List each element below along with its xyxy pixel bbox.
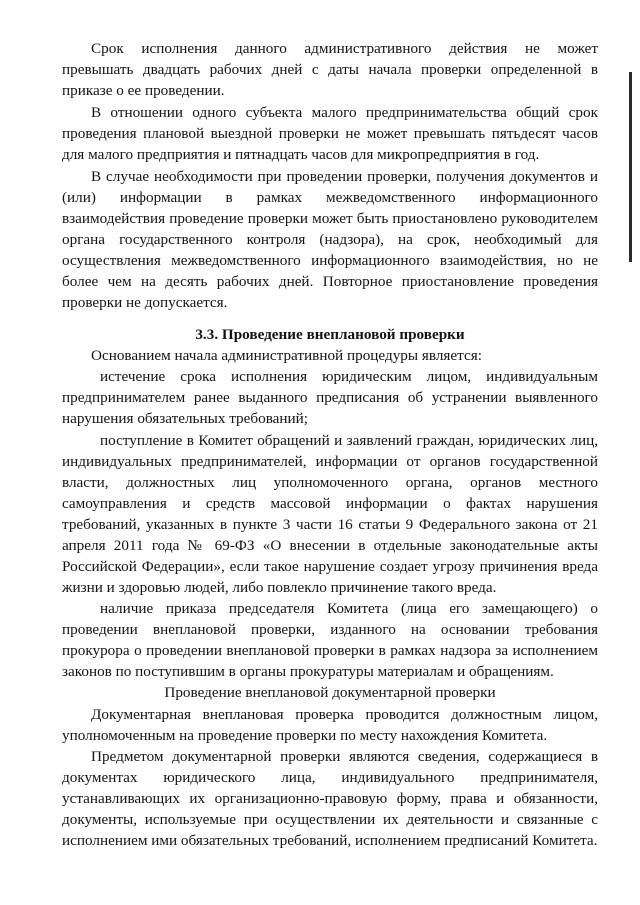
- subsection-paragraph-2-line: документах юридического лица, индивидуального предпринимателя,: [62, 769, 598, 786]
- basis-item-2-line: власти, должностных лиц уполномоченного органа, органов местного: [62, 474, 598, 491]
- basis-item-3-line: наличие приказа председателя Комитета (лица его замещающего) о: [100, 600, 598, 617]
- basis-item-2-line: самоуправления и средств массовой информации о фактах нарушения: [62, 495, 598, 512]
- paragraph-3-line: проверки не допускается.: [62, 294, 228, 311]
- paragraph-1-line: Срок исполнения данного административного действия не может: [91, 40, 598, 57]
- paragraph-3-line: взаимодействия проведение проверки может быть приостановлено руководителем: [62, 210, 598, 227]
- basis-item-1-line: предпринимателем ранее выданного предписания об устранении выявленного: [62, 389, 598, 406]
- paragraph-3-line: более чем на десять рабочих дней. Повторное приостановление проведения: [62, 273, 598, 290]
- subsection-heading: Проведение внеплановой документарной проверки: [164, 684, 496, 701]
- subsection-paragraph-2-line: документы, используемые при осуществлении их деятельности и связанные с: [62, 811, 598, 828]
- paragraph-2-line: проведения плановой выездной проверки не может превышать пятьдесят часов: [62, 125, 598, 142]
- basis-item-1-line: нарушения обязательных требований;: [62, 410, 309, 427]
- basis-item-2-line: жизни и здоровью людей, либо повлекло причинение такого вреда.: [62, 579, 497, 596]
- paragraph-3-line: В случае необходимости при проведении проверки, получения документов и: [91, 168, 598, 185]
- subsection-paragraph-1-line: Документарная внеплановая проверка проводится должностным лицом,: [91, 706, 598, 723]
- basis-item-2-line: требований, указанных в пункте 3 части 16 статьи 9 Федерального закона от 21: [62, 516, 598, 533]
- subsection-paragraph-2-line: Предметом документарной проверки являются сведения, содержащиеся в: [91, 748, 598, 765]
- paragraph-1-line: превышать двадцать рабочих дней с даты начала проверки определенной в: [62, 61, 598, 78]
- basis-item-3-line: прокурора о проведении внеплановой проверки в рамках надзора за исполнением: [62, 642, 598, 659]
- subsection-paragraph-1-line: уполномоченным на проведение проверки по месту нахождения Комитета.: [62, 727, 548, 744]
- paragraph-3-line: (или) информации в рамках межведомственного информационного: [62, 189, 598, 206]
- section-intro: Основанием начала административной процедуры является:: [91, 347, 482, 364]
- basis-item-2-line: апреля 2011 года № 69-ФЗ «О внесении в отдельные законодательные акты: [62, 537, 598, 554]
- basis-item-2-line: поступление в Комитет обращений и заявлений граждан, юридических лиц,: [100, 432, 598, 449]
- subsection-paragraph-2-line: исполнением ими обязательных требований, исполнением предписаний Комитета.: [62, 832, 598, 849]
- basis-item-2-line: Российской Федерации», если такое нарушение создает угрозу причинения вреда: [62, 558, 598, 575]
- paragraph-3-line: органа государственного контроля (надзора), на срок, необходимый для: [62, 231, 598, 248]
- basis-item-3-line: законов по поступившим в органы прокуратуры материалам и обращениям.: [62, 663, 554, 680]
- basis-item-3-line: проведении внеплановой проверки, изданного на основании требования: [62, 621, 598, 638]
- subsection-paragraph-2-line: устанавливающих их организационно-правовую форму, права и обязанности,: [62, 790, 598, 807]
- paragraph-1-line: приказе о ее проведении.: [62, 82, 225, 99]
- paragraph-2-line: для малого предприятия и пятнадцать часов для микропредприятия в год.: [62, 146, 540, 163]
- margin-mark: [629, 72, 632, 262]
- section-heading: 3.3. Проведение внеплановой проверки: [195, 326, 465, 343]
- paragraph-2-line: В отношении одного субъекта малого предпринимательства общий срок: [91, 104, 598, 121]
- paragraph-3-line: осуществления межведомственного информационного взаимодействия, но не: [62, 252, 598, 269]
- basis-item-2-line: индивидуальных предпринимателей, информации от органов государственной: [62, 453, 598, 470]
- basis-item-1-line: истечение срока исполнения юридическим лицом, индивидуальным: [100, 368, 598, 385]
